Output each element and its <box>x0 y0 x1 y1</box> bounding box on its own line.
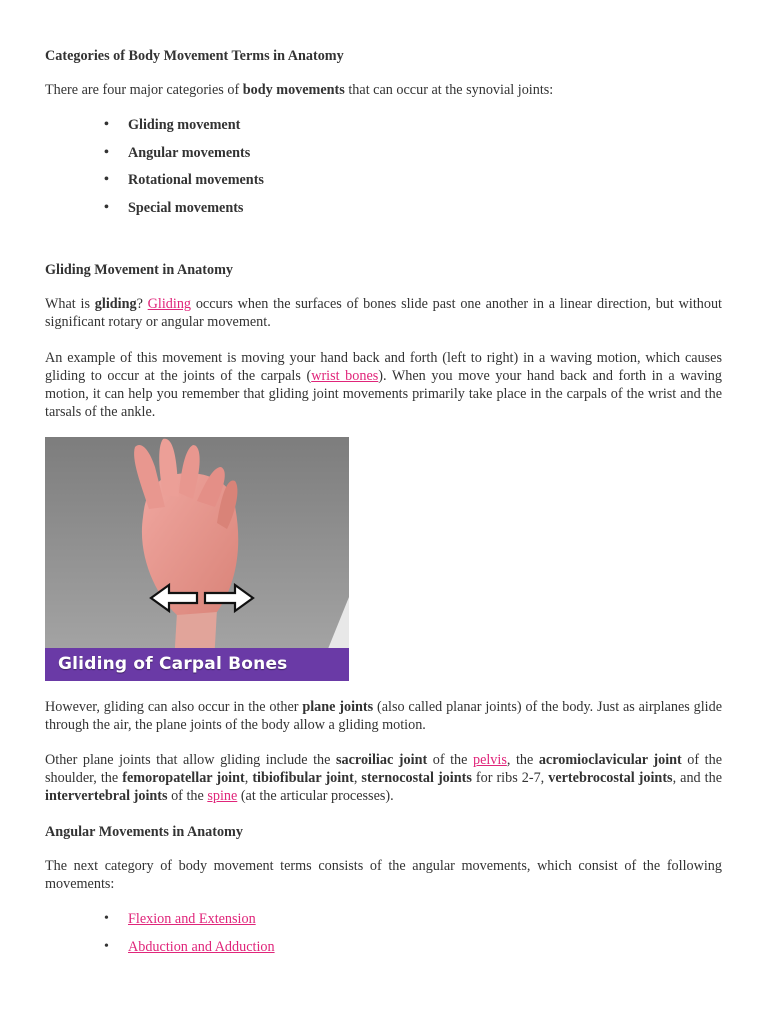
heading-angular: Angular Movements in Anatomy <box>45 824 243 840</box>
intro-bold: body movements <box>242 82 345 98</box>
link-wrist-bones[interactable]: wrist bones <box>311 368 379 384</box>
text-span: Other plane joints that allow gliding include the <box>45 752 336 768</box>
bold-term: acromioclavicular joint <box>538 752 682 768</box>
text-span: ? <box>136 296 148 312</box>
link-pelvis[interactable]: pelvis <box>472 752 507 768</box>
text-span: , the <box>506 752 539 768</box>
text-span: of the <box>427 752 473 768</box>
hand-illustration <box>45 437 349 681</box>
link-abduction-adduction[interactable]: Abduction and Adduction <box>128 938 275 955</box>
text-span: , <box>244 770 253 786</box>
heading-categories: Categories of Body Movement Terms in Anatomy <box>45 48 344 64</box>
bold-term: plane joints <box>302 699 374 715</box>
list-item: • Gliding movement <box>0 116 768 144</box>
list-item: • Angular movements <box>0 144 768 172</box>
text-span: , and the <box>672 770 722 786</box>
bold-term: vertebrocostal joints <box>548 770 673 786</box>
text-span: What is <box>45 296 95 312</box>
intro-paragraph <box>45 81 722 99</box>
bold-term: femoropatellar joint <box>122 770 245 786</box>
bold-term: intervertebral joints <box>45 788 168 804</box>
intro-text-b: that can occur at the synovial joints: <box>344 82 554 98</box>
text-span: (at the articular processes). <box>237 788 394 804</box>
gliding-paragraph-1 <box>45 295 722 331</box>
text-span: An example of this movement is moving your hand back and forth (left to right) in a waving motion, which causes gliding to occur at the joints of the carpals ( <box>45 350 722 384</box>
bold-term: sacroiliac joint <box>336 752 428 768</box>
list-item: • Rotational movements <box>0 171 768 199</box>
text-span: for ribs 2-7, <box>471 770 549 786</box>
list-item: • Special movements <box>0 199 768 227</box>
link-spine[interactable]: spine <box>207 788 238 804</box>
list-item <box>0 938 768 966</box>
angular-paragraph: The next category of body movement terms consists of the angular movements, which consist of the following movements: <box>45 858 722 892</box>
text-span: However, gliding can also occur in the other <box>45 699 303 715</box>
text-span: (also called planar joints) of the body. Just as airplanes glide through the air, the plane joints of the body allow a gliding motion. <box>45 699 722 733</box>
text-span: , <box>353 770 362 786</box>
text-span: of the <box>167 788 208 804</box>
gliding-carpal-image <box>45 437 349 681</box>
link-gliding[interactable]: Gliding <box>147 296 192 312</box>
bold-term: tibiofibular joint <box>252 770 354 786</box>
link-flexion-extension[interactable]: Flexion and Extension <box>128 911 256 927</box>
image-caption: Gliding of Carpal Bones <box>45 648 349 681</box>
bold-term: sternocostal joints <box>361 770 472 786</box>
angular-list <box>0 910 768 965</box>
text-span: ). When you move your hand back and forth in a waving motion, it can help you remember that gliding joint movements primarily take place in the carpals of the wrist and the tarsals of the ankle. <box>45 368 722 420</box>
gliding-paragraph-2 <box>45 349 722 421</box>
gliding-paragraph-3 <box>45 698 722 734</box>
text-span: of the shoulder, the <box>45 752 723 786</box>
heading-gliding: Gliding Movement in Anatomy <box>45 262 233 278</box>
text-span: occurs when the surfaces of bones slide past one another in a linear direction, but without significant rotary or angular movement. <box>45 296 722 330</box>
gliding-paragraph-4 <box>45 751 722 805</box>
categories-list <box>0 116 768 227</box>
intro-text-a: There are four major categories of <box>45 82 243 98</box>
list-item <box>0 910 768 938</box>
bold-term: gliding <box>94 296 137 312</box>
